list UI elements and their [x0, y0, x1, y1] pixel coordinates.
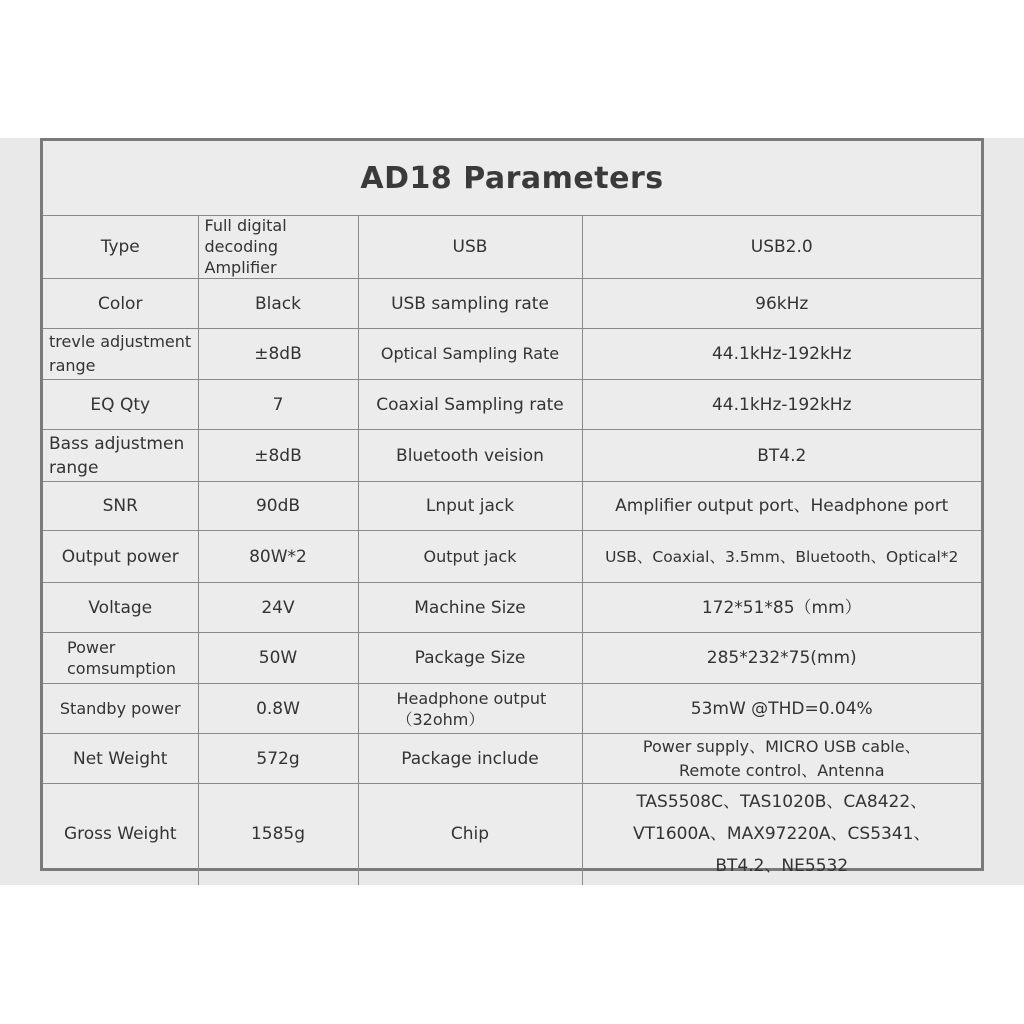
table-row — [43, 482, 981, 531]
param-value: USB2.0 — [582, 215, 981, 279]
param-value: 285*232*75(mm) — [582, 633, 981, 684]
table-row — [43, 583, 981, 633]
param-label: Lnput jack — [358, 482, 582, 531]
param-value: 172*51*85（mm） — [582, 583, 981, 633]
param-label: Output jack — [358, 531, 582, 583]
param-value: 572g — [198, 734, 358, 784]
param-label: Type — [43, 215, 198, 279]
param-value: 96kHz — [582, 279, 981, 329]
param-value: 50W — [198, 633, 358, 684]
param-value: ±8dB — [198, 430, 358, 482]
param-label: Gross Weight — [43, 784, 198, 885]
param-label: Machine Size — [358, 583, 582, 633]
param-label: trevle adjustment range — [43, 329, 198, 380]
param-value: 24V — [198, 583, 358, 633]
param-label: Bluetooth veision — [358, 430, 582, 482]
param-value: ±8dB — [198, 329, 358, 380]
table-row — [43, 531, 981, 583]
param-value: 53mW @THD=0.04% — [582, 684, 981, 734]
param-label: Coaxial Sampling rate — [358, 380, 582, 430]
param-label: Voltage — [43, 583, 198, 633]
param-value: BT4.2 — [582, 430, 981, 482]
param-label: USB — [358, 215, 582, 279]
parameters-table-frame — [40, 138, 984, 877]
table-row — [43, 279, 981, 329]
param-value: Power supply、MICRO USB cable、Remote control、Antenna — [582, 734, 981, 784]
param-value: TAS5508C、TAS1020B、CA8422、VT1600A、MAX97220A、CS5341、BT4.2、NE5532 — [582, 784, 981, 885]
table-row — [43, 215, 981, 279]
param-label: SNR — [43, 482, 198, 531]
param-value: 44.1kHz-192kHz — [582, 329, 981, 380]
table-row — [43, 684, 981, 734]
parameters-table — [43, 215, 981, 885]
param-label: Net Weight — [43, 734, 198, 784]
param-label: Package include — [358, 734, 582, 784]
table-row — [43, 380, 981, 430]
param-value: 44.1kHz-192kHz — [582, 380, 981, 430]
param-value: 80W*2 — [198, 531, 358, 583]
param-value: 0.8W — [198, 684, 358, 734]
table-row — [43, 633, 981, 684]
table-title: AD18 Parameters — [43, 141, 981, 216]
param-label: Headphone output（32ohm） — [358, 684, 582, 734]
param-value: 7 — [198, 380, 358, 430]
param-label: Standby power — [43, 684, 198, 734]
param-value: 90dB — [198, 482, 358, 531]
table-row — [43, 430, 981, 482]
param-value: USB、Coaxial、3.5mm、Bluetooth、Optical*2 — [582, 531, 981, 583]
param-label: EQ Qty — [43, 380, 198, 430]
param-value: Full digital decoding Amplifier — [198, 215, 358, 279]
param-label: Chip — [358, 784, 582, 885]
table-row — [43, 329, 981, 380]
param-value: Amplifier output port、Headphone port — [582, 482, 981, 531]
param-value: 1585g — [198, 784, 358, 885]
param-label: Output power — [43, 531, 198, 583]
table-row — [43, 734, 981, 784]
param-label: USB sampling rate — [358, 279, 582, 329]
param-value: Black — [198, 279, 358, 329]
param-label: Color — [43, 279, 198, 329]
param-label: Optical Sampling Rate — [358, 329, 582, 380]
param-label: Power comsumption — [43, 633, 198, 684]
table-row — [43, 784, 981, 885]
param-label: Bass adjustmen range — [43, 430, 198, 482]
param-label: Package Size — [358, 633, 582, 684]
